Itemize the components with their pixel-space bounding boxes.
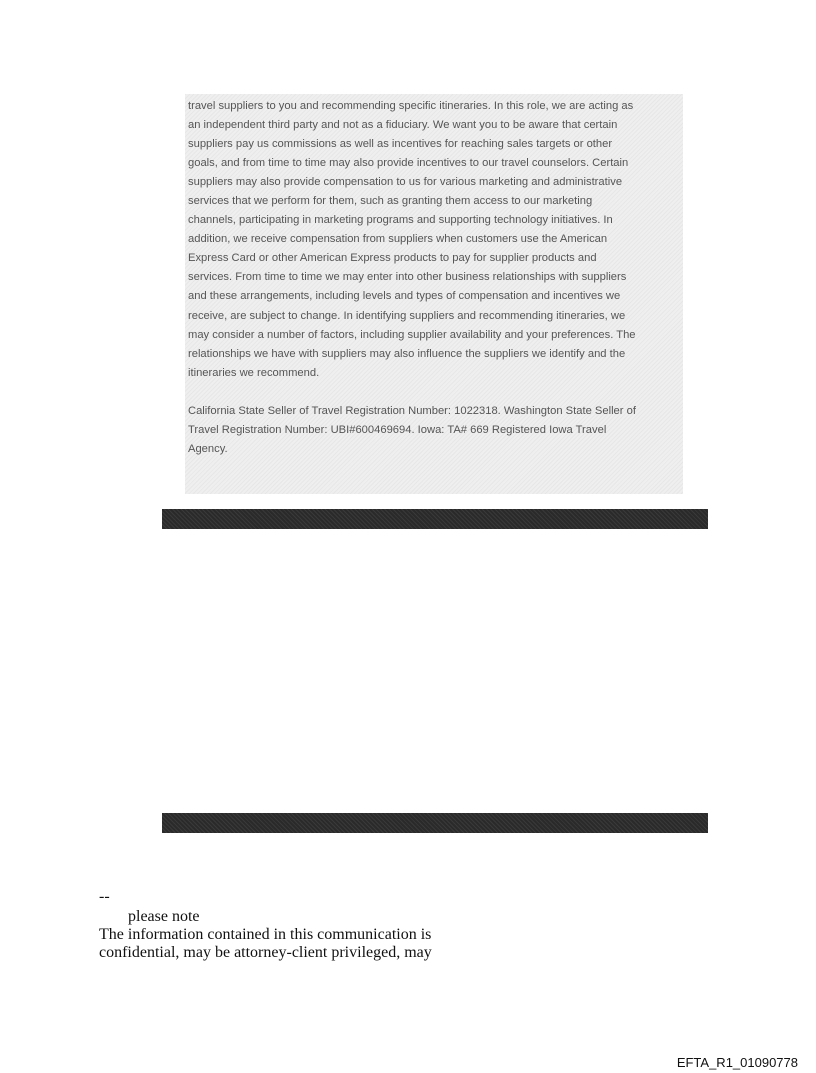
text-line: receive, are subject to change. In identifying suppliers and recommending itineraries, we [188,309,626,322]
confidentiality-line: The information contained in this communication is [99,926,432,943]
text-line: Agency. [188,443,228,456]
redaction-bar [162,813,708,833]
text-line: an independent third party and not as a fiduciary. We want you to be aware that certain [188,119,618,132]
text-line: may consider a number of factors, including supplier availability and your preferences. The [188,328,636,341]
text-line: Express Card or other American Express products to pay for supplier products and [188,252,597,265]
text-line: suppliers pay us commissions as well as incentives for reaching sales targets or other [188,138,613,151]
text-line: and these arrangements, including levels and types of compensation and incentives we [188,290,621,303]
redaction-bar [162,509,708,529]
registration-paragraph [188,402,682,459]
text-line: Travel Registration Number: UBI#600469694. Iowa: TA# 669 Registered Iowa Travel [188,424,607,437]
text-line: travel suppliers to you and recommending specific itineraries. In this role, we are acting as [188,100,634,112]
disclosure-paragraph [188,97,682,383]
text-line: addition, we receive compensation from suppliers when customers use the American [188,233,608,246]
text-line: itineraries we recommend. [188,366,320,379]
text-line: California State Seller of Travel Registration Number: 1022318. Washington State Seller of [188,405,636,417]
confidentiality-line: confidential, may be attorney-client privileged, may [99,944,432,961]
text-line: suppliers may also provide compensation to us for various marketing and administrative [188,176,623,189]
text-line: services that we perform for them, such as granting them access to our marketing [188,195,593,208]
signature-separator: -- [99,888,110,905]
text-line: goals, and from time to time may also provide incentives to our travel counselors. Certain [188,157,629,170]
text-line: relationships we have with suppliers may also influence the suppliers we identify and the [188,347,626,360]
document-id: EFTA_R1_01090778 [676,1055,798,1070]
please-note-heading: please note [128,908,200,925]
text-line: services. From time to time we may enter into other business relationships with suppliers [188,271,627,284]
text-line: channels, participating in marketing programs and supporting technology initiatives. In [188,214,613,227]
